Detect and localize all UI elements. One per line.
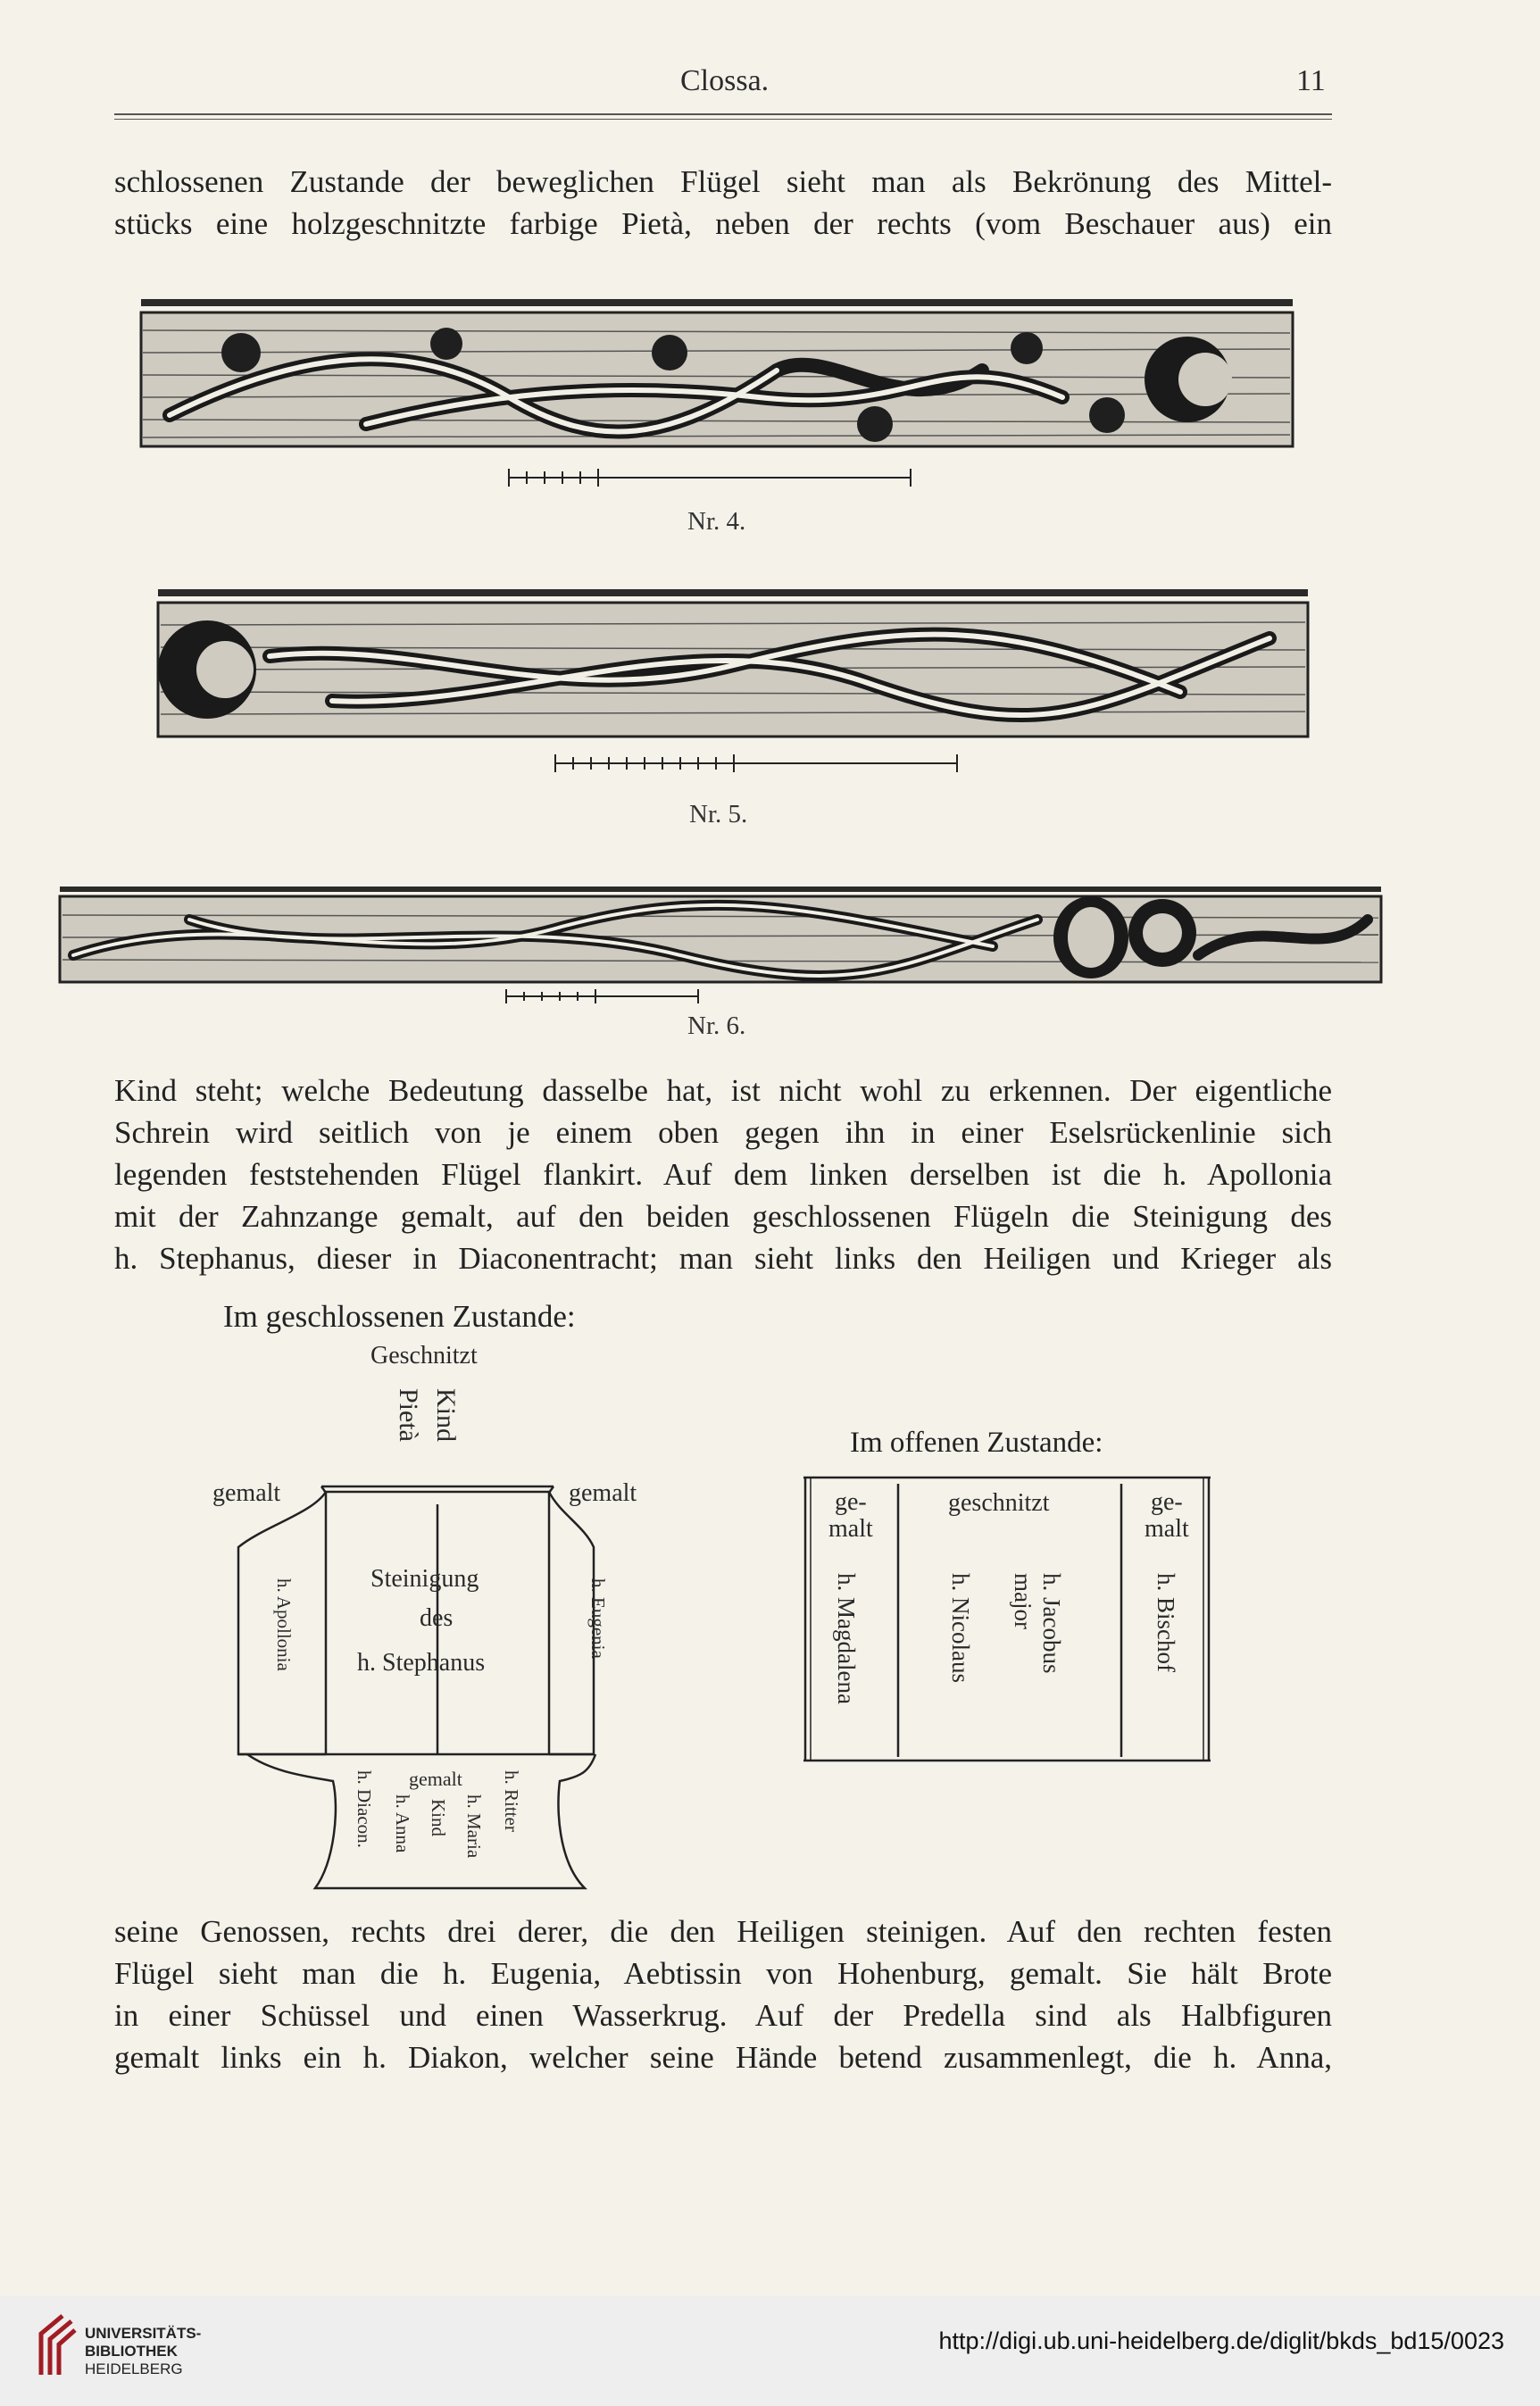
label-magdalena: h. Magdalena	[833, 1573, 860, 1704]
library-logo-icon	[36, 2312, 77, 2377]
library-name-line1: UNIVERSITÄTS-	[85, 2325, 202, 2342]
library-name-line3: HEIDELBERG	[85, 2360, 183, 2377]
label-eugenia: h. Eugenia	[587, 1578, 609, 1659]
label-open-gemalt-right: ge- malt	[1145, 1488, 1189, 1543]
figure-caption-nr6: Nr. 6.	[687, 1012, 746, 1040]
text-line: in einer Schüssel und einen Wasserkrug. Auf der Predella sind als Halbfiguren	[114, 1998, 1332, 2033]
label-maria: h. Maria	[463, 1794, 485, 1859]
label-predella-kind: Kind	[428, 1799, 449, 1836]
label-apollonia: h. Apollonia	[273, 1578, 295, 1671]
text-line: mit der Zahnzange gemalt, auf den beiden geschlossenen Flügeln die Steinigung des	[114, 1199, 1332, 1234]
carving-figure-nr5	[154, 585, 1314, 786]
label-pieta: Pietà	[394, 1388, 423, 1442]
figure-caption-nr4: Nr. 4.	[687, 507, 746, 536]
label-ritter: h. Ritter	[501, 1770, 522, 1832]
label-major: major	[1010, 1573, 1036, 1629]
carving-figure-nr4	[134, 290, 1294, 500]
label-jacobus: h. Jacobus	[1038, 1573, 1065, 1674]
text-line: gemalt links ein h. Diakon, welcher seine Hände betend zusammenlegt, die h. Anna,	[114, 2040, 1332, 2075]
running-title: Clossa.	[680, 64, 770, 97]
label-nicolaus: h. Nicolaus	[947, 1573, 974, 1683]
source-url-link[interactable]: http://digi.ub.uni-heidelberg.de/diglit/bkds_bd15/0023	[938, 2327, 1504, 2354]
library-name-line2: BIBLIOTHEK	[85, 2343, 178, 2360]
paragraph-2	[114, 1070, 1332, 1279]
paragraph-3	[114, 1911, 1332, 2078]
label-anna: h. Anna	[392, 1794, 413, 1853]
diagram-closed-title: Im geschlossenen Zustande:	[223, 1299, 576, 1334]
carving-figure-nr6	[55, 884, 1386, 1009]
label-des: des	[420, 1604, 454, 1632]
label-gemalt-left: gemalt	[212, 1479, 281, 1507]
label-bischof: h. Bischof	[1153, 1573, 1179, 1672]
label-open-gemalt-left: ge- malt	[828, 1488, 873, 1543]
label-gemalt-right: gemalt	[569, 1479, 637, 1507]
label-predella-gemalt: gemalt	[409, 1768, 462, 1790]
paragraph-1	[114, 161, 1332, 245]
text-line: stücks eine holzgeschnitzte farbige Pietà, neben der rechts (vom Beschauer aus) ein	[114, 206, 1332, 241]
text-line: legenden feststehenden Flügel flankirt. Auf dem linken derselben ist die h. Apollonia	[114, 1157, 1332, 1192]
label-geschnitzt: Geschnitzt	[370, 1342, 478, 1370]
text-line: seine Genossen, rechts drei derer, die den Heiligen steinigen. Auf den rechten festen	[114, 1914, 1332, 1949]
library-footer	[0, 2296, 1540, 2406]
figure-caption-nr5: Nr. 5.	[689, 800, 748, 828]
page-number: 11	[1296, 64, 1326, 97]
header-rule-thin	[114, 119, 1332, 120]
label-h-stephanus: h. Stephanus	[357, 1649, 486, 1677]
header-rule	[114, 113, 1332, 115]
altar-outline-closed	[228, 1478, 603, 1902]
label-steinigung: Steinigung	[370, 1565, 479, 1593]
text-line: h. Stephanus, dieser in Diaconentracht; man sieht links den Heiligen und Krieger als	[114, 1241, 1332, 1276]
label-open-geschnitzt: geschnitzt	[948, 1489, 1050, 1517]
text-line: schlossenen Zustande der beweglichen Flügel sieht man als Bekrönung des Mittel-	[114, 164, 1332, 199]
text-line: Flügel sieht man die h. Eugenia, Aebtissin von Hohenburg, gemalt. Sie hält Brote	[114, 1956, 1332, 1991]
text-line: Kind steht; welche Bedeutung dasselbe hat, ist nicht wohl zu erkennen. Der eigentliche	[114, 1073, 1332, 1108]
label-diacon: h. Diacon.	[354, 1770, 375, 1848]
text-line: Schrein wird seitlich von je einem oben gegen ihn in einer Eselsrückenlinie sich	[114, 1115, 1332, 1150]
label-kind-top: Kind	[431, 1388, 461, 1442]
diagram-open-title: Im offenen Zustande:	[850, 1427, 1103, 1459]
